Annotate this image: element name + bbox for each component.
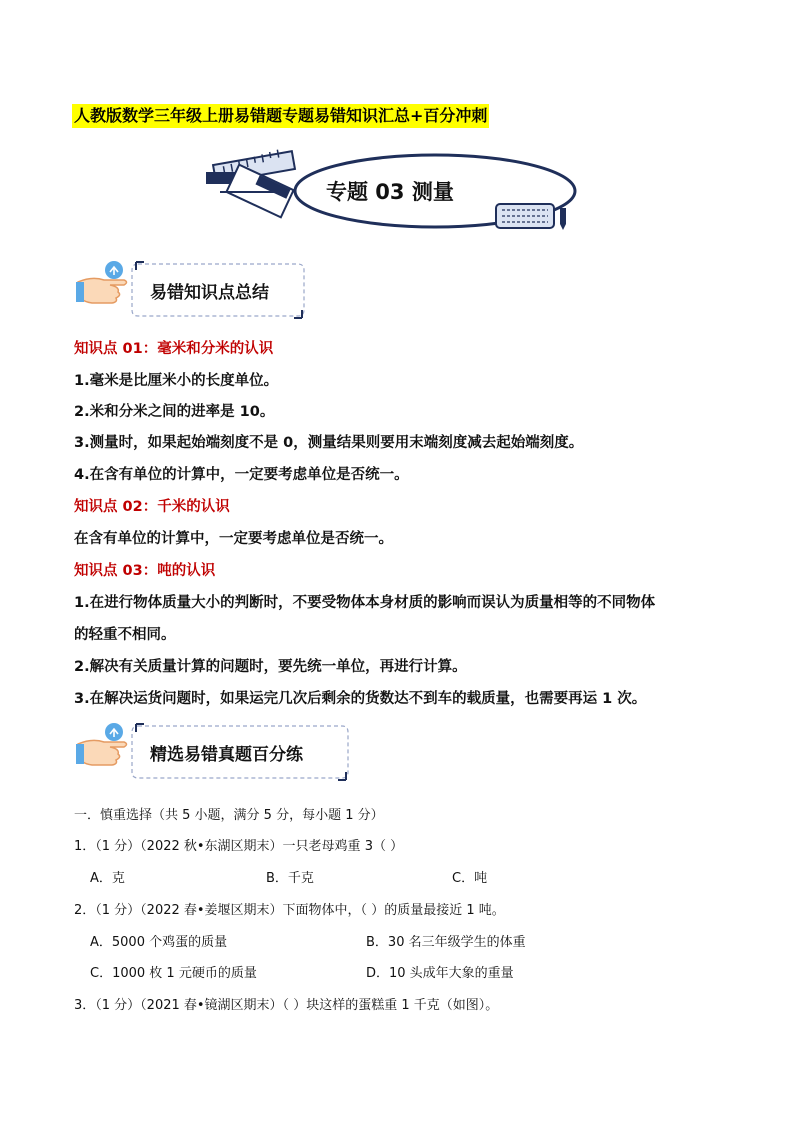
pointing-hand-icon	[76, 261, 127, 303]
section-title-summary: 易错知识点总结	[150, 283, 269, 303]
kp1-line-3: 3.测量时，如果起始端刻度不是 0，测量结果则要用末端刻度减去起始端刻度。	[74, 435, 584, 451]
kp3-line-2: 的轻重不相同。	[74, 627, 176, 643]
q2-option-c: C．1000 枚 1 元硬币的质量	[90, 966, 257, 981]
q2-option-d: D．10 头成年大象的重量	[366, 966, 514, 981]
pointing-hand-icon	[76, 723, 127, 765]
q2-option-b: B．30 名三年级学生的体重	[366, 935, 526, 950]
kp3-line-3: 2.解决有关质量计算的问题时，要先统一单位，再进行计算。	[74, 659, 467, 675]
ruler-icon	[206, 150, 295, 218]
kp2-title: 知识点 02：千米的认识	[74, 499, 230, 515]
kp2-line-1: 在含有单位的计算中，一定要考虑单位是否统一。	[74, 531, 393, 547]
exercise-heading: 一．慎重选择（共 5 小题，满分 5 分，每小题 1 分）	[74, 808, 384, 823]
q1-option-a: A．克	[90, 871, 125, 886]
q2-stem: 2．（1 分）（2022 春•姜堰区期末）下面物体中，（ ）的质量最接近 1 吨。	[74, 903, 505, 918]
section-title-practice: 精选易错真题百分练	[150, 745, 303, 765]
kp3-line-1: 1.在进行物体质量大小的判断时，不要受物体本身材质的影响而误认为质量相等的不同物体	[74, 595, 656, 611]
kp1-line-2: 2.米和分米之间的进率是 10。	[74, 404, 275, 420]
kp1-title: 知识点 01：毫米和分米的认识	[74, 341, 274, 357]
q3-stem: 3．（1 分）（2021 春•镜湖区期末）（ ）块这样的蛋糕重 1 千克（如图）。	[74, 998, 499, 1013]
kp1-line-1: 1.毫米是比厘米小的长度单位。	[74, 373, 279, 389]
document-title: 人教版数学三年级上册易错题专题易错知识汇总+百分冲刺	[72, 104, 489, 128]
kp3-title: 知识点 03：吨的认识	[74, 563, 216, 579]
q1-option-b: B．千克	[266, 871, 314, 886]
q2-option-a: A．5000 个鸡蛋的质量	[90, 935, 228, 950]
q1-option-c: C．吨	[452, 871, 488, 886]
topic-title: 专题 03 测量	[326, 180, 454, 204]
kp1-line-4: 4.在含有单位的计算中，一定要考虑单位是否统一。	[74, 467, 409, 483]
kp3-line-4: 3.在解决运货问题时，如果运完几次后剩余的货数达不到车的载质量，也需要再运 1 次。	[74, 691, 647, 707]
q1-stem: 1．（1 分）（2022 秋•东湖区期末）一只老母鸡重 3（ ）	[74, 839, 404, 854]
